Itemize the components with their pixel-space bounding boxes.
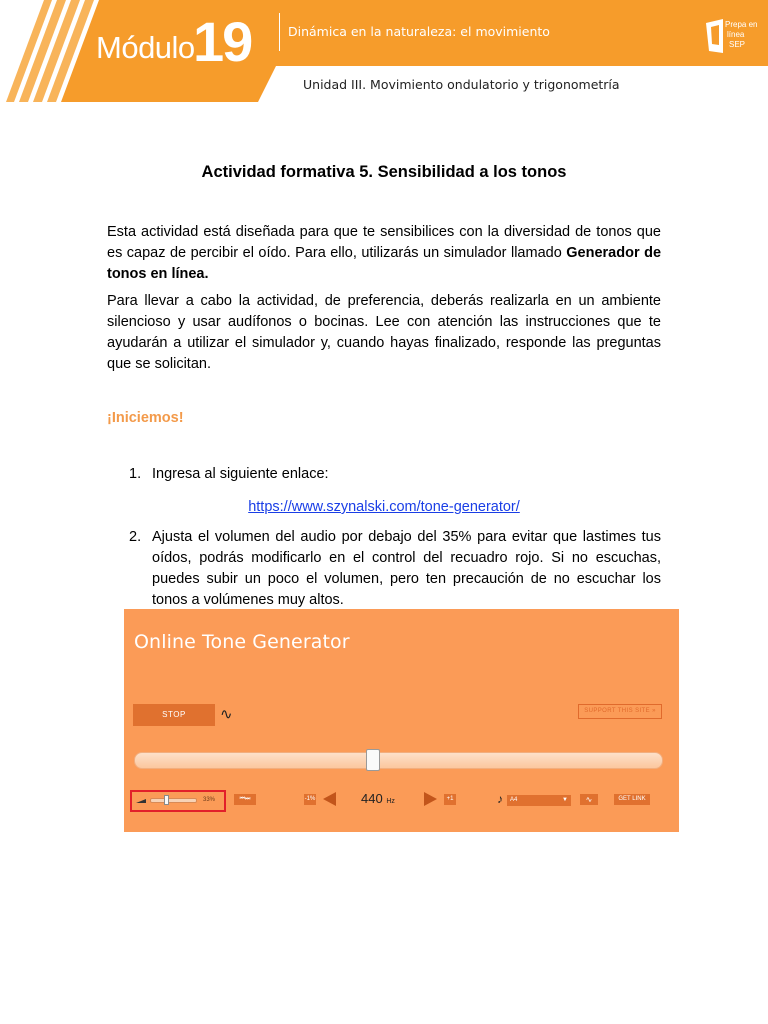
intro-text: Esta actividad está diseñada para que te sensibilices con la diversidad de tonos que es capaz de percibir el oído. Para ello, utilizarás un simulador llamado [107,224,661,261]
module-number: 19 [193,10,252,73]
note-select[interactable] [507,795,571,806]
frequency-slider-track[interactable] [134,752,663,769]
unit-title: Unidad III. Movimiento ondulatorio y trigonometría [303,77,620,92]
minus-button[interactable]: -1% [304,794,316,805]
step-2-number: 2. [129,529,142,545]
header-divider [279,13,280,51]
waveform-button[interactable]: ∿ [580,794,598,805]
volume-slider-thumb[interactable] [164,795,169,805]
frequency-value: 440 [361,791,383,806]
note-select-value: A4 [510,797,518,803]
music-note-icon: ♪ [497,792,503,806]
frequency-slider-thumb[interactable] [366,749,380,771]
skip-buttons[interactable]: ⏮⏭ [234,794,256,805]
tone-generator-screenshot [124,609,679,832]
logo-line-3: SEP [729,40,746,49]
instructions-paragraph: Para llevar a cabo la actividad, de preferencia, deberás realizarla en un ambiente silencioso y usar audífonos o bocinas. Lee con atención las instrucciones que te ayudarán a utilizar el simulador y, cuando hayas finalizado, responde las preguntas que se solicitan. [107,293,661,372]
module-label: Módulo [96,30,195,65]
volume-slider-track[interactable] [150,798,197,803]
tone-generator-link-text: https://www.szynalski.com/tone-generator/ [248,499,520,515]
tone-generator-title: Online Tone Generator [134,631,350,653]
logo-line-2: línea [727,30,745,39]
simulator-name: Generador de tonos en línea. [107,245,662,282]
arrow-right-icon[interactable] [424,792,437,806]
tone-generator-link[interactable] [0,499,768,515]
plus-button[interactable]: +1 [444,794,456,805]
logo-line-1: Prepa en [725,20,758,29]
chevron-down-icon: ▼ [562,797,568,803]
step-1-number: 1. [129,466,142,482]
sine-wave-icon: ∿ [220,706,233,723]
prepa-en-linea-logo [703,15,758,55]
volume-icon [136,799,146,803]
frequency-unit: Hz [386,798,395,805]
module-title: Dinámica en la naturaleza: el movimiento [288,24,550,39]
start-heading: ¡Iniciemos! [107,410,184,426]
stop-button[interactable]: STOP [133,704,215,726]
step-2-text: Ajusta el volumen del audio por debajo del 35% para evitar que lastimes tus oídos, podrás modificarlo en el control del recuadro rojo. Si no escuchas, puedes subir un poco el volumen, pero ten precaución de no escuchar los tonos a volúmenes muy altos. [152,529,661,608]
volume-percent: 33% [203,797,216,803]
step-1-text: Ingresa al siguiente enlace: [152,466,329,482]
get-link-button[interactable]: GET LINK [614,794,650,805]
activity-title: Actividad formativa 5. Sensibilidad a los tonos [201,163,567,181]
frequency-readout [361,791,395,806]
support-site-button[interactable]: SUPPORT THIS SITE » [578,704,662,719]
intro-paragraph [107,222,661,285]
arrow-left-icon[interactable] [323,792,336,806]
